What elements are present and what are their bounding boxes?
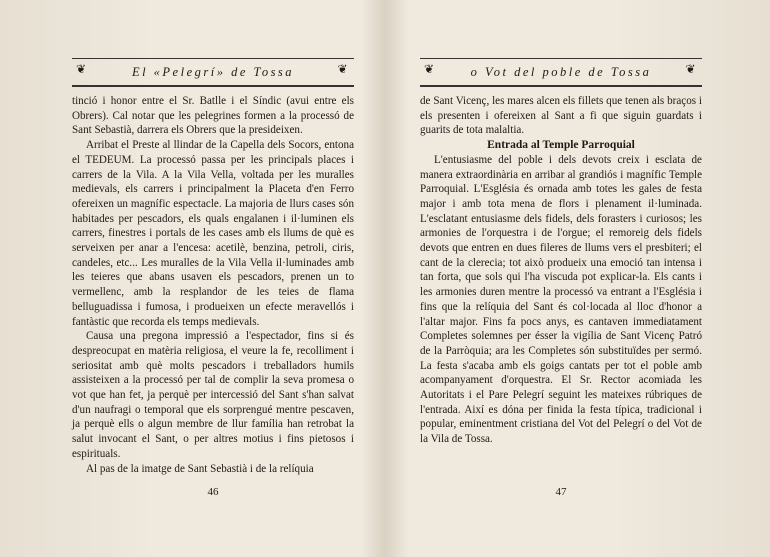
page-number: 47 (555, 486, 567, 498)
left-page (72, 0, 354, 557)
left-header-title: El «Pelegrí» de Tossa (131, 64, 295, 79)
paragraph: L'entusiasme del poble i dels devots creix i esclata de manera extraordinària en arribar al grandiós i magnífic Temple Parroquial. L'Església és ornada amb totes les gales de festa major i amb tota mena de flors i plenament il·luminada. L'esclatant entusiasme dels fidels, dels forasters i curiosos; les armonies de l'orquestra i de l'orgue; el remoreig dels fidels devots que entren en dues fileres de llums vers el presbiteri; el cant de la clerecia; tot això produeix una emoció tan intensa i tan forta, que sols qui l'ha viscuda pot explicar-la. Els cants i les armonies duren mentre la processó va entrant a l'Església i fins que la relíquia del Sant és col·locada al lloc d'honor a l'altar major. Fins fa pocs anys, es cantaven immediatament Completes solemnes per ésser la vigília de Sant Vicenç Patró de la Parròquia; ara les Completes són substituïdes per sermó. La festa s'acaba amb els goigs cantats per tot el poble amb acompanyament d'orquestra. El Sr. Rector acomiada les Autoritats i el Pare Pelegrí seguint les mateixes rúbriques de l'entrada. Així es dóna per finida la festa típica, tradicional i popular, eminentment cristiana del Vot del Pelegrí o del Vot de la Vila de Tossa. (420, 153, 702, 446)
left-body-text (72, 94, 354, 476)
right-running-head (420, 58, 702, 87)
paragraph: de Sant Vicenç, les mares alcen els fillets que tenen als braços i els presenten i ofereixen al Sant a fi que siguin guardats i guarits de tota malaltia. (420, 95, 702, 137)
paragraph: Al pas de la imatge de Sant Sebastià i de la relíquia (86, 462, 314, 475)
fleuron-icon: ❦ (424, 62, 437, 76)
page-number: 46 (207, 486, 219, 498)
fleuron-icon: ❦ (76, 62, 89, 76)
fleuron-icon: ❦ (337, 62, 350, 76)
right-body-text (420, 94, 702, 447)
right-header-title: o Vot del poble de Tossa (470, 64, 652, 79)
section-title: Entrada al Temple Parroquial (487, 139, 635, 152)
paragraph: Causa una pregona impressió a l'espectador, fins si és despreocupat en matèria religiosa, el veure la fe, recolliment i seriositat amb què molts pescadors i treballadors humils assisteixen a la processó per tal de complir la seva promesa o vot que han fet, ja perquè per intercessió del Sant s'han salvat d'un naufragi o temporal que els sorprengué mentre pescaven, ja perquè ells o algun membre de llur família han retrobat la salut invocant el Sant, o per altres motius i fins pietosos i espirituals. (72, 330, 354, 460)
right-page (420, 0, 702, 557)
fleuron-icon: ❦ (685, 62, 698, 76)
paragraph: tinció i honor entre el Sr. Batlle i el Síndic (avui entre els Obrers). Cal notar que les pelegrines formen a la processó de Sant Sebastià, darrera els Obrers que la presideixen. (72, 95, 354, 137)
left-running-head (72, 58, 354, 87)
paragraph: Arribat el Preste al llindar de la Capella dels Socors, entona el TEDEUM. La processó passa per les principals places i carrers de la Vila. A la Vila Vella, voltada per les muralles medievals, els carrers i principalment la Placeta d'en Ferro ofereixen un magnífic espectacle. La majoria de llurs cases són habitades per pescadors, els quals engalanen i il·luminen els carrers, finestres i portals de les cases amb els llums de què es serveixen per anar a l'encesa: acetilè, benzina, petroli, ciris, candeles, etc... Les muralles de la Vila Vella il·luminades amb les teieres que abans usaven els pescadors, prenen un to vermellenc, amb la resplandor de les teies de flama belluguadissa i fumosa, i produeixen un efecte meravellós i fantàstic que recorda els temps medievals. (72, 139, 354, 328)
